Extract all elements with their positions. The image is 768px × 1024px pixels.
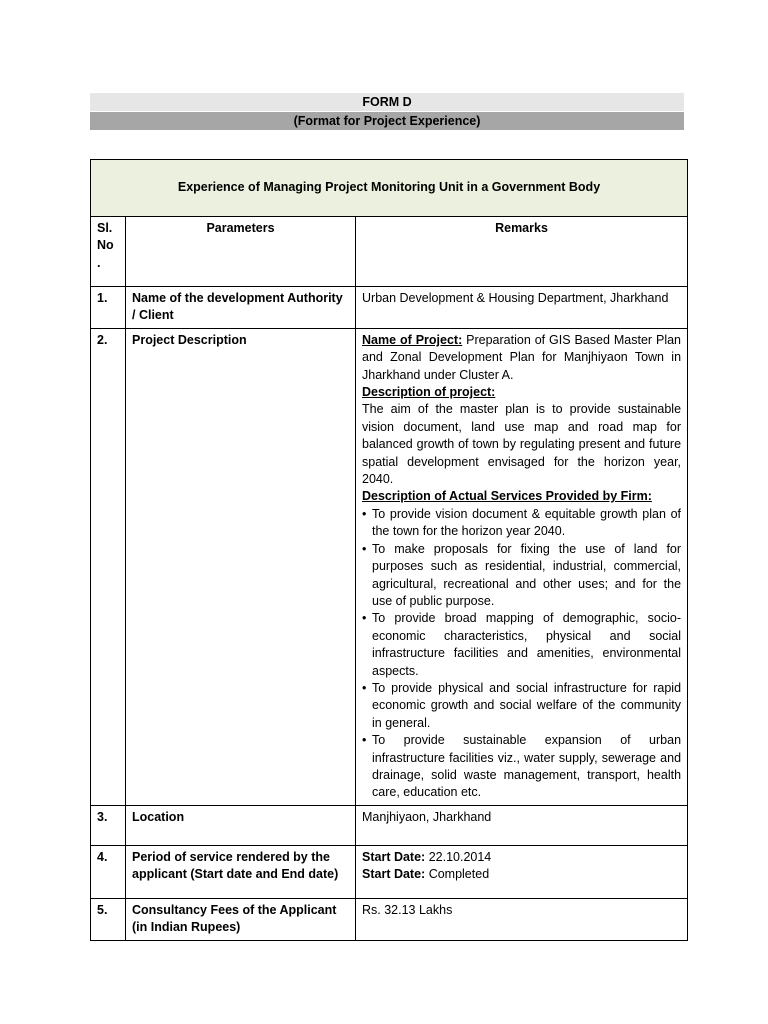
start-date-value: 22.10.2014 [425, 849, 492, 864]
services-list [362, 506, 681, 802]
row-remark: Manjhiyaon, Jharkhand [356, 805, 688, 845]
row-parameter: Project Description [126, 328, 356, 805]
row-sl: 1. [91, 287, 126, 329]
header-sl-no: Sl. No . [91, 217, 126, 287]
start-date-label: Start Date: [362, 849, 426, 864]
form-title: FORM D [90, 93, 684, 111]
form-subtitle: (Format for Project Experience) [90, 112, 684, 130]
list-item: • To provide sustainable expansion of urban infrastructure facilities viz., water supply, sewerage and drainage, solid waste management, transport, health care, education etc. [372, 732, 681, 802]
table-row [91, 845, 688, 898]
period-cell [356, 845, 688, 898]
row-sl: 3. [91, 805, 126, 845]
table-title: Experience of Managing Project Monitoring Unit in a Government Body [91, 160, 688, 217]
project-desc-value: The aim of the master plan is to provide sustainable vision document, land use map and road map for balanced growth of town by regulating present and future spatial development envisaged for the horizon year, 2040. [362, 402, 682, 487]
table-title-row [91, 160, 688, 217]
header-remarks: Remarks [356, 217, 688, 287]
row-sl: 4. [91, 845, 126, 898]
end-date-label: Start Date: [362, 867, 426, 882]
list-item: • To provide broad mapping of demographic, socio-economic characteristics, physical and social infrastructure facilities and amenities, environmental aspects. [372, 610, 681, 680]
project-name [362, 332, 681, 384]
end-date-value: Completed [425, 867, 490, 882]
project-description-cell [356, 328, 688, 805]
project-name-value: Preparation of GIS Based Master Plan and Zonal Development Plan for Manjhiyaon Town in Jharkhand under Cluster A. [362, 332, 682, 382]
list-item: • To provide physical and social infrastructure for rapid economic growth and social welfare of the community in general. [372, 680, 681, 732]
header-parameters: Parameters [126, 217, 356, 287]
row-remark: Urban Development & Housing Department, Jharkhand [356, 287, 688, 329]
services-label: Description of Actual Services Provided by Firm: [362, 489, 652, 504]
row-remark: Rs. 32.13 Lakhs [356, 898, 688, 940]
list-item: • To make proposals for fixing the use of land for purposes such as residential, industrial, commercial, agricultural, recreational and other uses; and for the use of public purpose. [372, 541, 681, 611]
row-parameter: Name of the development Authority / Client [126, 287, 356, 329]
start-date [362, 849, 681, 866]
table-row [91, 328, 688, 805]
project-desc-label: Description of project: [362, 385, 496, 400]
experience-table [90, 159, 688, 941]
row-sl: 5. [91, 898, 126, 940]
row-parameter: Consultancy Fees of the Applicant (in Indian Rupees) [126, 898, 356, 940]
table-row [91, 805, 688, 845]
table-header-row [91, 217, 688, 287]
list-item: • To provide vision document & equitable growth plan of the town for the horizon year 2040. [372, 506, 681, 541]
project-name-label: Name of Project: [362, 332, 463, 347]
end-date [362, 866, 681, 883]
table-row [91, 287, 688, 329]
row-parameter: Location [126, 805, 356, 845]
row-sl: 2. [91, 328, 126, 805]
table-row [91, 898, 688, 940]
row-parameter: Period of service rendered by the applicant (Start date and End date) [126, 845, 356, 898]
